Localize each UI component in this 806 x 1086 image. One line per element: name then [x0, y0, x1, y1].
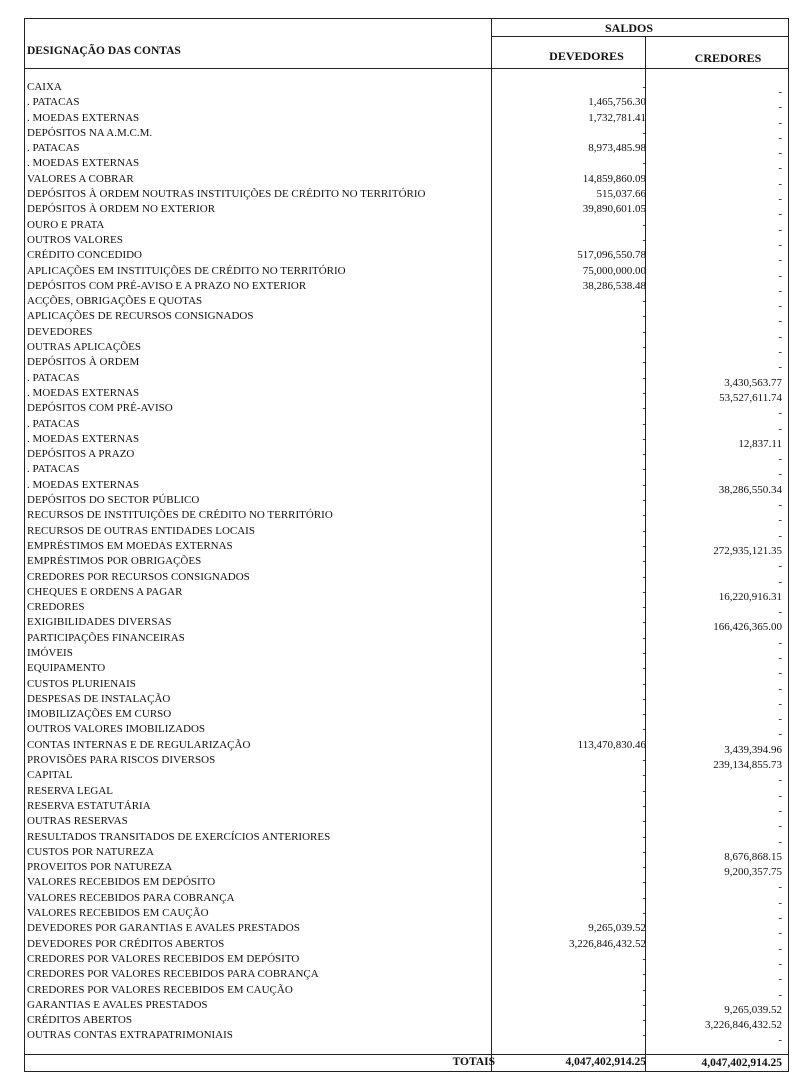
table-row	[25, 661, 788, 680]
credores-value: -	[778, 407, 782, 420]
table-row	[25, 830, 788, 848]
devedores-value: -	[642, 784, 646, 797]
table-row	[25, 524, 788, 542]
table-row	[25, 600, 788, 619]
account-name: DEPÓSITOS NA A.M.C.M.	[27, 126, 153, 139]
table-row	[25, 340, 788, 359]
table-row	[25, 585, 788, 603]
table-row	[25, 722, 788, 741]
account-name: RECURSOS DE INSTITUIÇÕES DE CRÉDITO NO TERRITÓRIO	[27, 509, 333, 522]
account-name: . PATACAS	[27, 371, 80, 384]
table-row	[25, 768, 788, 787]
credores-value: 38,286,550.34	[718, 483, 782, 496]
account-name: DEPÓSITOS A PRAZO	[27, 448, 135, 461]
credores-value: -	[778, 651, 782, 664]
devedores-value: -	[642, 815, 646, 828]
account-name: DESPESAS DE INSTALAÇÃO	[27, 692, 171, 705]
table-row	[25, 1028, 788, 1047]
table-row	[25, 111, 788, 129]
credores-value: -	[778, 957, 782, 970]
account-name: IMOBILIZAÇÕES EM CURSO	[27, 708, 172, 721]
table-row	[25, 784, 788, 802]
credores-value: -	[778, 560, 782, 573]
table-row	[25, 738, 788, 756]
table-row	[25, 355, 788, 374]
account-name: OUTRAS RESERVAS	[27, 815, 128, 828]
table-row	[25, 906, 788, 925]
credores-value: -	[778, 330, 782, 343]
credores-value: -	[778, 835, 782, 848]
devedores-value: 9,265,039.52	[588, 922, 646, 935]
credores-value: -	[778, 177, 782, 190]
credores-value: -	[778, 881, 782, 894]
table-row	[25, 462, 788, 481]
devedores-value: 113,470,830.46	[577, 738, 646, 751]
devedores-value: -	[642, 677, 646, 690]
devedores-value: -	[642, 952, 646, 965]
credores-value: -	[778, 942, 782, 955]
table-row	[25, 447, 788, 466]
credores-value: 166,426,365.00	[713, 621, 782, 634]
table-row	[25, 508, 788, 527]
devedores-value: -	[642, 233, 646, 246]
credores-value: -	[778, 101, 782, 114]
credores-value: -	[778, 774, 782, 787]
credores-value: -	[778, 346, 782, 359]
table-row	[25, 126, 788, 144]
devedores-value: -	[642, 310, 646, 323]
table-row	[25, 309, 788, 328]
account-name: ACÇÕES, OBRIGAÇÕES E QUOTAS	[27, 295, 203, 308]
table-row	[25, 646, 788, 664]
devedores-value: -	[642, 417, 646, 430]
account-name: EMPRÉSTIMOS EM MOEDAS EXTERNAS	[27, 539, 233, 552]
credores-value: 12,837.11	[738, 437, 782, 450]
credores-value: 272,935,121.35	[713, 544, 782, 557]
credores-value: -	[778, 697, 782, 710]
table-row	[25, 921, 788, 940]
devedores-value: -	[642, 907, 646, 920]
table-row	[25, 554, 788, 573]
devedores-value: -	[642, 662, 646, 675]
devedores-value: -	[642, 432, 646, 445]
account-name: CAIXA	[27, 81, 62, 93]
account-name: CUSTOS PLURIENAIS	[27, 677, 136, 690]
account-name: EQUIPAMENTO	[27, 662, 106, 675]
account-name: DEPÓSITOS DO SECTOR PÚBLICO	[27, 494, 200, 507]
account-name: RECURSOS DE OUTRAS ENTIDADES LOCAIS	[27, 524, 255, 537]
devedores-value: -	[642, 126, 646, 139]
credores-value: 3,226,846,432.52	[705, 1019, 782, 1032]
credores-value: 9,265,039.52	[724, 1003, 782, 1016]
account-name: DEPÓSITOS À ORDEM NO EXTERIOR	[27, 203, 216, 216]
account-name: . MOEDAS EXTERNAS	[27, 111, 140, 124]
credores-value: 9,200,357.75	[724, 866, 782, 879]
credores-value: 8,676,868.15	[724, 850, 782, 863]
table-row	[25, 432, 788, 450]
table-row	[25, 80, 788, 98]
devedores-value: -	[642, 708, 646, 721]
table-row	[25, 493, 788, 512]
credores-value: -	[778, 912, 782, 925]
devedores-value: 38,286,538.48	[582, 279, 646, 292]
account-name: OUTRAS APLICAÇÕES	[27, 341, 141, 354]
account-name: APLICAÇÕES EM INSTITUIÇÕES DE CRÉDITO NO TERRITÓRIO	[27, 264, 346, 277]
table-row	[25, 692, 788, 710]
credores-value: -	[778, 269, 782, 282]
devedores-value: -	[642, 968, 646, 981]
devedores-value: 3,226,846,432.52	[569, 937, 646, 950]
credores-value: 3,439,394.96	[724, 743, 782, 756]
devedores-value: -	[642, 616, 646, 629]
account-name: CAPITAL	[27, 769, 73, 782]
devedores-value: 1,465,756.30	[588, 96, 646, 109]
devedores-value: -	[642, 1014, 646, 1027]
table-row	[25, 677, 788, 695]
account-name: OUTROS VALORES IMOBILIZADOS	[27, 723, 206, 736]
credores-value: 239,134,855.73	[713, 759, 782, 772]
table-row	[25, 172, 788, 190]
table-row	[25, 860, 788, 879]
devedores-value: -	[642, 861, 646, 874]
credores-value: -	[778, 575, 782, 588]
credores-value: -	[778, 131, 782, 144]
devedores-value: -	[642, 478, 646, 491]
account-name: VALORES RECEBIDOS EM CAUÇÃO	[27, 907, 209, 920]
table-row	[25, 799, 788, 817]
credores-value: -	[778, 499, 782, 512]
credores-value: -	[778, 315, 782, 328]
table-row	[25, 141, 788, 160]
account-name: CREDORES	[27, 601, 85, 614]
account-name: CREDORES POR VALORES RECEBIDOS PARA COBRANÇA	[27, 968, 319, 981]
account-name: EMPRÉSTIMOS POR OBRIGAÇÕES	[27, 555, 202, 568]
table-row	[25, 998, 788, 1016]
account-name: . PATACAS	[27, 142, 80, 155]
account-name: . PATACAS	[27, 417, 80, 430]
table-row	[25, 983, 788, 1001]
table-row	[25, 386, 788, 404]
credores-value: -	[778, 147, 782, 160]
account-name: OUTROS VALORES	[27, 233, 123, 246]
devedores-value: -	[642, 769, 646, 782]
table-row	[25, 952, 788, 970]
account-name: PROVEITOS POR NATUREZA	[27, 861, 173, 874]
table-row	[25, 371, 788, 389]
devedores-value: -	[642, 830, 646, 843]
devedores-value: -	[642, 371, 646, 384]
devedores-value: -	[642, 799, 646, 812]
account-name: VALORES A COBRAR	[27, 172, 134, 185]
credores-value: -	[778, 422, 782, 435]
table-row	[25, 967, 788, 986]
devedores-value: -	[642, 845, 646, 858]
table-row	[25, 417, 788, 435]
devedores-value: -	[642, 157, 646, 170]
account-name: DEPÓSITOS À ORDEM NOUTRAS INSTITUIÇÕES DE CRÉDITO NO TERRITÓRIO	[27, 188, 426, 201]
table-row	[25, 753, 788, 772]
table-row	[25, 891, 788, 909]
totals-credores: 4,047,402,914.25	[701, 1057, 782, 1069]
credores-value: -	[778, 1034, 782, 1047]
devedores-value: -	[642, 341, 646, 354]
devedores-value: -	[642, 998, 646, 1011]
table-row	[25, 814, 788, 833]
credores-value: -	[778, 254, 782, 267]
totals-label: TOTAIS	[452, 1056, 495, 1068]
devedores-value: -	[642, 463, 646, 476]
table-row	[25, 478, 788, 496]
credores-value: -	[778, 223, 782, 236]
devedores-value: -	[642, 646, 646, 659]
account-rows	[25, 80, 788, 1047]
account-name: . MOEDAS EXTERNAS	[27, 386, 140, 399]
account-name: CRÉDITOS ABERTOS	[27, 1014, 132, 1027]
devedores-value: -	[642, 218, 646, 231]
table-row	[25, 248, 788, 267]
devedores-value: 14,859,860.09	[582, 172, 646, 185]
credores-value: 53,527,611.74	[719, 391, 782, 404]
devedores-value: -	[642, 555, 646, 568]
account-name: PARTICIPAÇÕES FINANCEIRAS	[27, 631, 185, 644]
devedores-value: -	[642, 539, 646, 552]
credores-value: -	[778, 713, 782, 726]
table-row	[25, 845, 788, 863]
header-bottom-line	[25, 68, 788, 69]
table-row	[25, 279, 788, 297]
credores-value: -	[778, 820, 782, 833]
devedores-value: -	[642, 692, 646, 705]
devedores-value: -	[642, 325, 646, 338]
devedores-value: -	[642, 876, 646, 889]
saldos-underline	[491, 36, 788, 37]
devedores-value: -	[642, 494, 646, 507]
account-name: DEPÓSITOS COM PRÉ-AVISO	[27, 402, 173, 415]
devedores-value: -	[642, 524, 646, 537]
account-name: DEPÓSITOS À ORDEM	[27, 356, 140, 369]
table-row	[25, 202, 788, 221]
devedores-value: -	[642, 1029, 646, 1042]
account-name: DEVEDORES POR GARANTIAS E AVALES PRESTADOS	[27, 922, 300, 935]
credores-value: -	[778, 514, 782, 527]
account-name: PROVISÕES PARA RISCOS DIVERSOS	[27, 754, 216, 767]
account-name: RESERVA ESTATUTÁRIA	[27, 799, 151, 812]
credores-value: -	[778, 193, 782, 206]
table-row	[25, 539, 788, 557]
account-name: CRÉDITO CONCEDIDO	[27, 249, 142, 262]
table-row	[25, 875, 788, 894]
account-name: . MOEDAS EXTERNAS	[27, 478, 140, 491]
credores-value: -	[778, 116, 782, 129]
devedores-value: -	[642, 81, 646, 93]
credores-value: -	[778, 162, 782, 175]
designacao-header: DESIGNAÇÃO DAS CONTAS	[27, 45, 181, 57]
credores-value: -	[778, 86, 782, 98]
devedores-value: -	[642, 570, 646, 583]
credores-value: -	[778, 453, 782, 466]
devedores-header: DEVEDORES	[549, 49, 624, 63]
credores-value: -	[778, 208, 782, 221]
account-name: RESERVA LEGAL	[27, 784, 114, 797]
table-row	[25, 631, 788, 649]
account-name: CREDORES POR VALORES RECEBIDOS EM DEPÓSITO	[27, 952, 300, 965]
account-name: APLICAÇÕES DE RECURSOS CONSIGNADOS	[27, 310, 254, 323]
credores-value: -	[778, 667, 782, 680]
balance-sheet-table	[24, 18, 789, 1072]
credores-value: -	[778, 973, 782, 986]
account-name: CREDORES POR VALORES RECEBIDOS EM CAUÇÃO	[27, 983, 293, 996]
devedores-value: -	[642, 983, 646, 996]
credores-value: -	[778, 284, 782, 297]
devedores-value: -	[642, 585, 646, 598]
account-name: . MOEDAS EXTERNAS	[27, 432, 140, 445]
credores-value: -	[778, 896, 782, 909]
devedores-value: 515,037.66	[596, 188, 646, 201]
devedores-value: -	[642, 891, 646, 904]
table-row	[25, 707, 788, 726]
account-name: CREDORES POR RECURSOS CONSIGNADOS	[27, 570, 250, 583]
devedores-value: -	[642, 448, 646, 461]
devedores-value: -	[642, 601, 646, 614]
totals-devedores: 4,047,402,914.25	[565, 1056, 646, 1068]
table-row	[25, 1013, 788, 1032]
devedores-value: 8,973,485.98	[588, 142, 646, 155]
credores-value: -	[778, 300, 782, 313]
table-row	[25, 264, 788, 282]
devedores-value: -	[642, 723, 646, 736]
table-row	[25, 233, 788, 251]
table-row	[25, 401, 788, 420]
devedores-value: -	[642, 631, 646, 644]
table-row	[25, 187, 788, 206]
devedores-value: 517,096,550.78	[577, 249, 646, 262]
account-name: OUTRAS CONTAS EXTRAPATRIMONIAIS	[27, 1029, 233, 1042]
credores-value: -	[778, 238, 782, 251]
table-row	[25, 156, 788, 175]
account-name: DEPÓSITOS COM PRÉ-AVISO E A PRAZO NO EXTERIOR	[27, 279, 307, 292]
credores-value: -	[778, 927, 782, 940]
devedores-value: -	[642, 509, 646, 522]
account-name: VALORES RECEBIDOS PARA COBRANÇA	[27, 891, 235, 904]
credores-value: -	[778, 988, 782, 1001]
account-name: VALORES RECEBIDOS EM DEPÓSITO	[27, 876, 216, 889]
account-name: CUSTOS POR NATUREZA	[27, 845, 154, 858]
account-name: . PATACAS	[27, 96, 80, 109]
account-name: . PATACAS	[27, 463, 80, 476]
credores-header: CREDORES	[694, 51, 762, 65]
account-name: DEVEDORES	[27, 325, 93, 338]
credores-value: -	[778, 529, 782, 542]
account-name: CONTAS INTERNAS E DE REGULARIZAÇÃO	[27, 738, 251, 751]
devedores-value: -	[642, 386, 646, 399]
account-name: IMÓVEIS	[27, 646, 73, 659]
devedores-value: 1,732,781.41	[588, 111, 646, 124]
credores-value: -	[778, 728, 782, 741]
devedores-value: 75,000,000.00	[582, 264, 646, 277]
table-row	[25, 294, 788, 313]
credores-value: -	[778, 804, 782, 817]
account-name: EXIGIBILIDADES DIVERSAS	[27, 616, 172, 629]
devedores-value: -	[642, 295, 646, 308]
table-row	[25, 218, 788, 236]
credores-value: 3,430,563.77	[724, 376, 782, 389]
credores-value: -	[778, 606, 782, 619]
devedores-value: 39,890,601.05	[582, 203, 646, 216]
credores-value: 16,220,916.31	[718, 590, 782, 603]
account-name: DEVEDORES POR CRÉDITOS ABERTOS	[27, 937, 225, 950]
account-name: GARANTIAS E AVALES PRESTADOS	[27, 998, 208, 1011]
credores-value: -	[778, 636, 782, 649]
devedores-value: -	[642, 356, 646, 369]
account-name: CHEQUES E ORDENS A PAGAR	[27, 585, 183, 598]
totals-row	[25, 1055, 788, 1072]
table-row	[25, 325, 788, 343]
table-row	[25, 937, 788, 955]
credores-value: -	[778, 682, 782, 695]
devedores-value: -	[642, 754, 646, 767]
account-name: OURO E PRATA	[27, 218, 105, 231]
table-row	[25, 95, 788, 114]
credores-value: -	[778, 468, 782, 481]
account-name: RESULTADOS TRANSITADOS DE EXERCÍCIOS ANTERIORES	[27, 830, 331, 843]
table-row	[25, 615, 788, 634]
credores-value: -	[778, 789, 782, 802]
credores-value: -	[778, 361, 782, 374]
account-name: . MOEDAS EXTERNAS	[27, 157, 140, 170]
table-row	[25, 570, 788, 588]
devedores-value: -	[642, 402, 646, 415]
saldos-header: SALDOS	[605, 21, 654, 35]
